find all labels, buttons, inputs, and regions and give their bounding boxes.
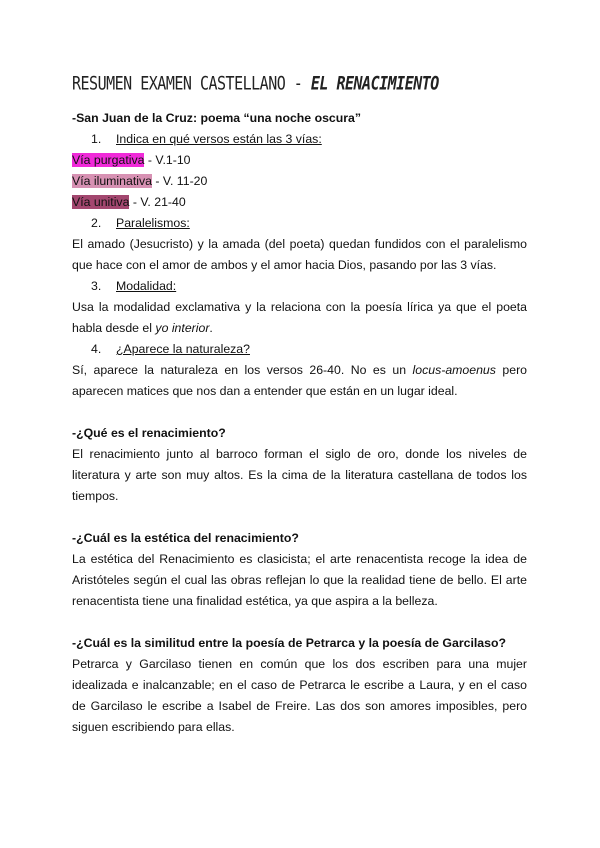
numbered-item-1 xyxy=(72,129,527,150)
modalidad-paragraph xyxy=(72,297,527,339)
via-unitiva-range: - V. 21-40 xyxy=(129,195,186,209)
via-iluminativa-range: - V. 11-20 xyxy=(151,174,208,188)
section-heading-san-juan: -San Juan de la Cruz: poema “una noche oscura” xyxy=(72,111,362,125)
via-purgativa-range: - V.1-10 xyxy=(144,153,191,167)
title-emphasis: EL RENACIMIENTO xyxy=(310,72,439,95)
section-spacer xyxy=(72,612,527,633)
section-spacer xyxy=(72,507,527,528)
modalidad-text-italic: yo interior xyxy=(155,321,210,335)
document-title xyxy=(72,72,439,95)
via-unitiva-highlight: Vía unitiva xyxy=(72,195,130,209)
item-label: Paralelismos: xyxy=(116,216,190,230)
modalidad-text-b: . xyxy=(209,321,213,335)
section-heading-estetica: -¿Cuál es la estética del renacimiento? xyxy=(72,531,299,545)
numbered-item-3 xyxy=(72,276,527,297)
section-heading-petrarca-garcilaso: -¿Cuál es la similitud entre la poesía de Petrarca y la poesía de Garcilaso? xyxy=(72,636,506,650)
via-purgativa-highlight: Vía purgativa xyxy=(72,153,145,167)
renacimiento-paragraph: El renacimiento junto al barroco forman el siglo de oro, donde los niveles de literatura y arte son muy altos. Es la cima de la literatura castellana de todos los tiempos. xyxy=(72,447,527,503)
item-label: ¿Aparece la naturaleza? xyxy=(116,342,250,356)
item-number: 1. xyxy=(91,132,102,146)
paralelismos-paragraph: El amado (Jesucristo) y la amada (del poeta) quedan fundidos con el paralelismo que hace con el amor de ambos y el amor hacia Dios, pasando por las 3 vías. xyxy=(72,237,527,272)
numbered-item-2 xyxy=(72,213,527,234)
via-unitiva-line xyxy=(72,192,527,213)
item-label: Indica en qué versos están las 3 vías: xyxy=(116,132,322,146)
naturaleza-text-a: Sí, aparece la naturaleza en los versos 26-40. No es un xyxy=(72,363,413,377)
estetica-paragraph: La estética del Renacimiento es clasicista; el arte renacentista recoge la idea de Aristóteles según el cual las obras reflejan lo que la realidad tiene de bello. El arte renacentista tiene una finalidad estética, ya que aspira a la belleza. xyxy=(72,552,527,608)
naturaleza-paragraph xyxy=(72,360,527,402)
section-heading-renacimiento: -¿Qué es el renacimiento? xyxy=(72,426,226,440)
item-label: Modalidad: xyxy=(116,279,177,293)
naturaleza-text-italic: locus-amoenus xyxy=(412,363,496,377)
via-iluminativa-highlight: Vía iluminativa xyxy=(72,174,152,188)
section-spacer xyxy=(72,402,527,423)
modalidad-text-a: Usa la modalidad exclamativa y la relaciona con la poesía lírica ya que el poeta habla desde el xyxy=(72,300,527,335)
naturaleza-text-b: pero aparecen matices que nos dan a entender que están en un lugar ideal. xyxy=(72,363,528,398)
numbered-item-4 xyxy=(72,339,527,360)
via-purgativa-line xyxy=(72,150,527,171)
item-number: 2. xyxy=(91,216,102,230)
petrarca-garcilaso-paragraph: Petrarca y Garcilaso tienen en común que los dos escriben para una mujer idealizada e inalcanzable; en el caso de Petrarca le escribe a Laura, y en el caso de Garcilaso le escribe a Isabel de Freire. Las dos son amores imposibles, pero siguen escribiendo para ellas. xyxy=(72,657,527,734)
via-iluminativa-line xyxy=(72,171,527,192)
item-number: 3. xyxy=(91,279,102,293)
document-body xyxy=(72,108,527,738)
title-prefix: RESUMEN EXAMEN CASTELLANO - xyxy=(72,72,311,95)
item-number: 4. xyxy=(91,342,102,356)
